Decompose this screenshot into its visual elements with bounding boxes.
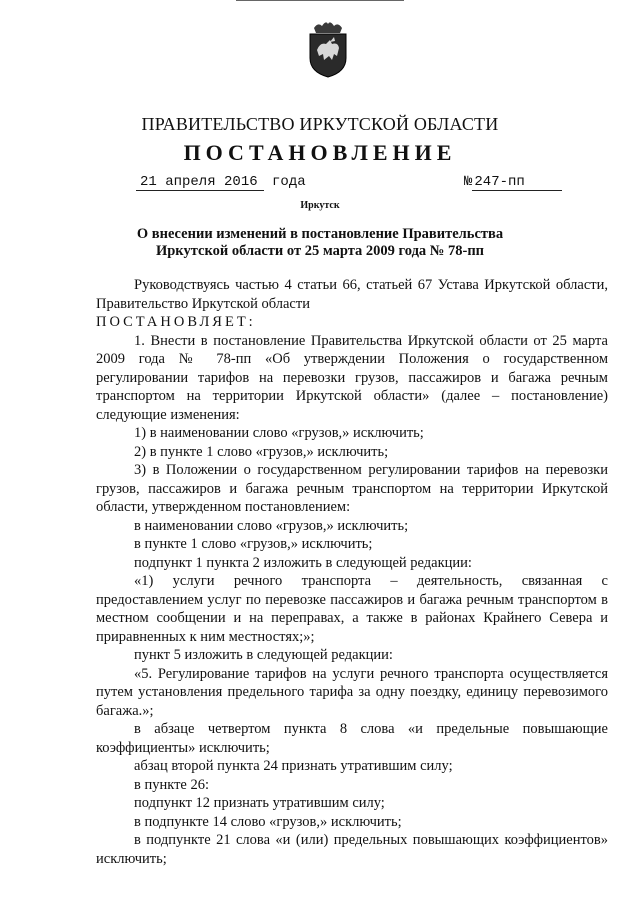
document-date [136, 174, 306, 190]
document-subject: О внесении изменений в постановление Правительства Иркутской области от 25 марта 2009 года № 78-пп [136, 226, 504, 259]
paragraph: подпункт 1 пункта 2 изложить в следующей редакции: [134, 554, 472, 571]
number-value: 247-пп [472, 174, 562, 191]
number-prefix: № [464, 174, 473, 190]
date-suffix: года [272, 174, 306, 190]
government-name: ПРАВИТЕЛЬСТВО ИРКУТСКОЙ ОБЛАСТИ [141, 114, 499, 134]
document-number [464, 174, 562, 191]
paragraph: Руководствуясь частью 4 статьи 66, статьей 67 Устава Иркутской области, Правительство Иркутской области [96, 277, 608, 312]
paragraph: в подпункте 14 слово «грузов,» исключить; [134, 813, 402, 830]
paragraph: в подпункте 21 слова «и (или) предельных повышающих коэффициентов» исключить; [96, 832, 608, 867]
paragraph: в пункте 26: [134, 776, 210, 793]
paragraph: 1. Внести в постановление Правительства Иркутской области от 25 марта 2009 года № 78-пп «Об утверждении Положения о государственном регулировании тарифов на перевозки грузов, пассажиров и багажа речным транспортом на территории Иркутской области» (далее – постановление) следующие изменения: [96, 332, 608, 423]
document-body [96, 276, 608, 868]
paragraph: подпункт 12 признать утратившим силу; [134, 795, 385, 811]
paragraph: 2) в пункте 1 слово «грузов,» исключить; [134, 443, 389, 460]
document-type: ПОСТАНОВЛЕНИЕ [183, 140, 457, 165]
paragraph: «5. Регулирование тарифов на услуги речного транспорта осуществляется путем установления предельного тарифа за одну поездку, единицу перевозимого багажа.»; [96, 665, 608, 719]
paragraph: «1) услуги речного транспорта – деятельность, связанная с предоставлением услуг по перевозке пассажиров и багажа речным транспортом в местном сообщении и на переправах, а также в районах Крайнего Севера и приравненных к ним местностях;»; [96, 573, 608, 645]
date-value: 21 апреля 2016 [136, 174, 264, 191]
top-rule [236, 0, 404, 1]
paragraph: в наименовании слово «грузов,» исключить; [134, 517, 409, 534]
paragraph: абзац второй пункта 24 признать утратившим силу; [134, 758, 453, 774]
paragraph: пункт 5 изложить в следующей редакции: [134, 647, 393, 663]
paragraph: в абзаце четвертом пункта 8 слова «и предельные повышающие коэффициенты» исключить; [96, 721, 608, 756]
coat-of-arms-icon [304, 20, 352, 78]
paragraph: 1) в наименовании слово «грузов,» исключить; [134, 425, 424, 441]
paragraph: 3) в Положении о государственном регулировании тарифов на перевозки грузов, пассажиров и багажа речным транспортом на территории Иркутской области, утвержденном постановлением: [96, 462, 608, 515]
city-name: Иркутск [300, 200, 340, 211]
paragraph-resolves: ПОСТАНОВЛЯЕТ: [96, 314, 256, 330]
paragraph: в пункте 1 слово «грузов,» исключить; [134, 536, 373, 552]
